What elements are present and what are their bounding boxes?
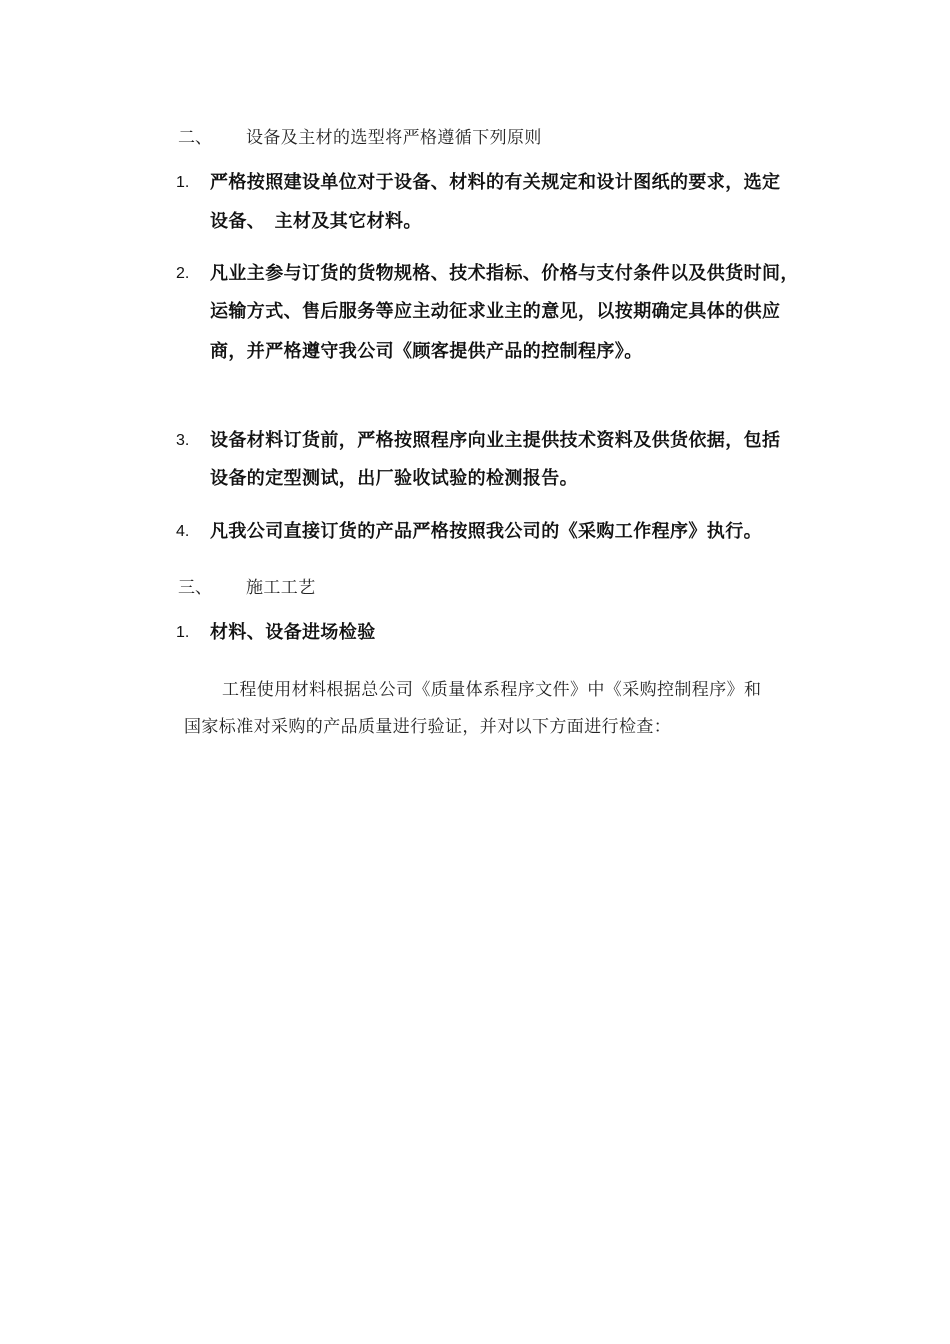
section-title: 设备及主材的选型将严格遵循下列原则 xyxy=(246,128,542,148)
list-item-line: 商，并严格遵守我公司《顾客提供产品的控制程序》。 xyxy=(210,341,643,362)
list-item-number: 1. xyxy=(176,624,190,641)
list-item-line: 运输方式、售后服务等应主动征求业主的意见，以按期确定具体的供应 xyxy=(210,301,781,322)
section-number: 三、 xyxy=(178,578,212,598)
section-number: 二、 xyxy=(178,128,212,148)
list-item-line: 凡业主参与订货的货物规格、技术指标、价格与支付条件以及供货时间， xyxy=(210,263,799,284)
paragraph-line: 工程使用材料根据总公司《质量体系程序文件》中《采购控制程序》和 xyxy=(222,680,762,700)
paragraph-line: 国家标准对采购的产品质量进行验证，并对以下方面进行检查： xyxy=(184,717,672,737)
list-item-line: 凡我公司直接订货的产品严格按照我公司的《采购工作程序》执行。 xyxy=(210,521,762,542)
list-item-line: 严格按照建设单位对于设备、材料的有关规定和设计图纸的要求，选定 xyxy=(210,172,781,193)
list-item-number: 1. xyxy=(176,174,190,191)
section-title: 施工工艺 xyxy=(246,578,316,598)
list-item-number: 3. xyxy=(176,432,190,449)
list-item-line: 设备的定型测试，出厂验收试验的检测报告。 xyxy=(210,468,578,489)
list-item-line: 设备、 主材及其它材料。 xyxy=(210,211,422,232)
list-item-line: 材料、设备进场检验 xyxy=(210,622,376,643)
list-item-number: 2. xyxy=(176,265,190,282)
list-item-number: 4. xyxy=(176,523,190,540)
list-item-line: 设备材料订货前，严格按照程序向业主提供技术资料及供货依据，包括 xyxy=(210,430,781,451)
